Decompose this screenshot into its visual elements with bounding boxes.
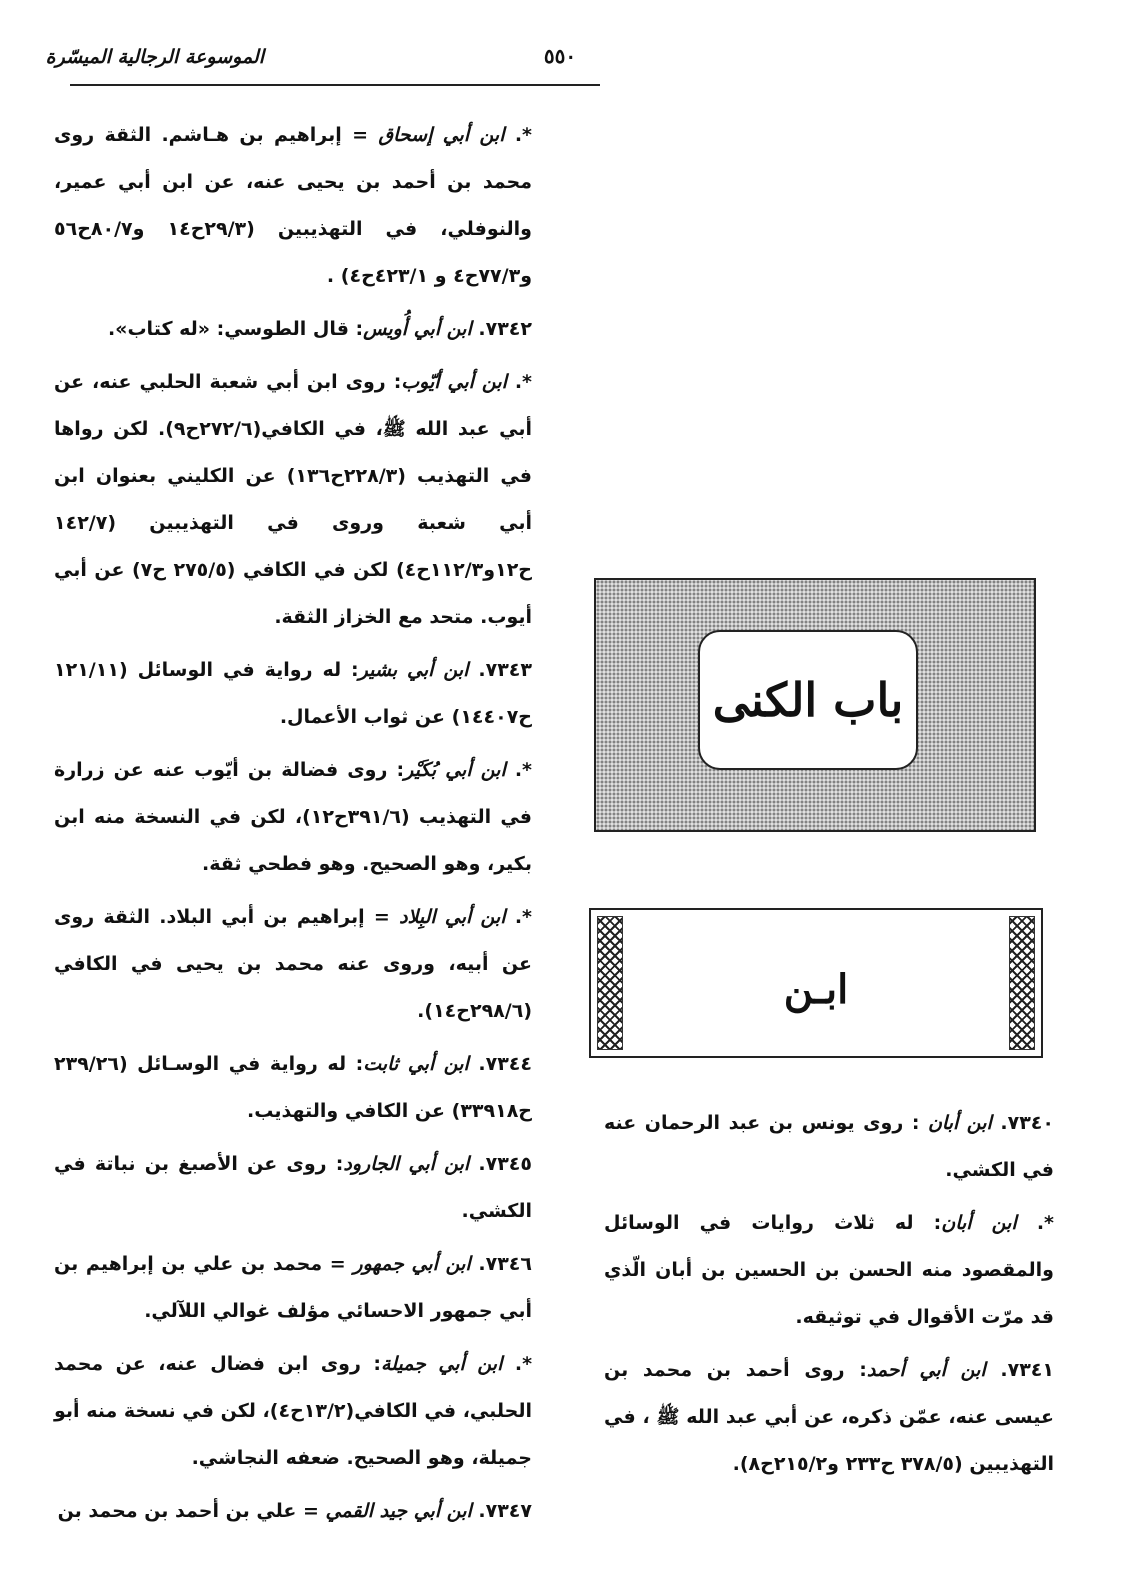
entry — [54, 1141, 532, 1235]
entry — [54, 647, 532, 741]
entry-number: *. — [514, 124, 532, 146]
entry-text: = علي بن أحمد بن محمد بن — [57, 1500, 326, 1522]
entry-text: : روى عن الأصبغ بن نباتة في الكشي. — [54, 1153, 532, 1222]
entry-text: : له رواية في الوسائل (١٢١/١١ ح١٤٤٠٧) عن ثواب الأعمال. — [54, 659, 532, 728]
entry-text: : له ثلاث روايات في الوسائل والمقصود منه الحسن بن الحسين بن أبان الّذي قد مرّت الأقوال في توثيقه. — [604, 1212, 1054, 1328]
entry-number: *. — [514, 906, 532, 928]
entry-name: ابن أبان — [941, 1212, 1017, 1234]
entry — [54, 359, 532, 641]
entry-number: ٧٣٤٦. — [478, 1253, 532, 1275]
entry — [54, 306, 532, 353]
entry-text: : قال الطوسي: «له كتاب». — [107, 318, 364, 340]
page-number: ٥٥٠ — [543, 44, 577, 68]
entry-text: = إبراهيم بن أبي البلاد. الثقة روى عن أبيه، وروى عنه محمد بن يحيى في الكافي (٢٩٨/٦ح١٤). — [54, 906, 532, 1022]
entry-name: ابن أبي البِلاد — [399, 906, 506, 928]
section-title-box — [589, 908, 1043, 1058]
entry-number: ٧٣٤١. — [1000, 1359, 1054, 1381]
entry-number: ٧٣٤٠. — [1000, 1112, 1054, 1134]
entry — [604, 1347, 1054, 1488]
entry-text: : روى فضالة بن أيّوب عنه عن زرارة في التهذيب (٣٩١/٦ح١٢)، لكن في النسخة منه ابن بكير، وهو الصحيح. وهو فطحي ثقة. — [54, 759, 532, 875]
entry-number: ٧٣٤٥. — [478, 1153, 532, 1175]
entry — [604, 1200, 1054, 1341]
entry — [54, 112, 532, 300]
left-column — [604, 1100, 1054, 1494]
entry-name: ابن أبي أُويس — [363, 318, 472, 340]
entry — [54, 1241, 532, 1335]
entry-name: ابن أبي إسحاق — [378, 124, 505, 146]
entry-number: *. — [514, 371, 532, 393]
entry-name: ابن أبي جيد القمي — [325, 1500, 472, 1522]
entry-name: ابن أبي بُكَيْر — [404, 759, 506, 781]
entry-number: *. — [514, 1353, 533, 1375]
entry-text: = محمد بن علي بن إبراهيم بن أبي جمهور الاحسائي مؤلف غوالي اللآلي. — [54, 1253, 532, 1322]
entry — [54, 894, 532, 1035]
entry-number: *. — [514, 759, 532, 781]
chapter-title-box — [594, 578, 1036, 832]
entry — [54, 747, 532, 888]
entry-name: ابن أبي أيّوب — [401, 371, 507, 393]
chapter-title-panel — [698, 630, 918, 770]
entry-number: ٧٣٤٤. — [478, 1053, 532, 1075]
entry-number: ٧٣٤٧. — [478, 1500, 532, 1522]
entry-name: ابن أبان — [927, 1112, 992, 1134]
entry — [54, 1341, 532, 1482]
entry — [54, 1041, 532, 1135]
entry-name: ابن أبي الجارود — [343, 1153, 470, 1175]
entry — [54, 1488, 532, 1535]
entry-text: : روى يونس بن عبد الرحمان عنه في الكشي. — [604, 1112, 1054, 1181]
entry-name: ابن أبي ثابت — [363, 1053, 469, 1075]
header-rule — [70, 84, 600, 86]
chapter-title: باب الكنى — [712, 673, 904, 727]
entry-text: : روى أحمد بن محمد بن عيسى عنه، عمّن ذكره، عن أبي عبد الله ﷺ ، في التهذيبين (٣٧٨/٥ ح٢٣٣ و٢١٥/٢ح٨). — [604, 1359, 1054, 1475]
entry-number: *. — [1036, 1212, 1054, 1234]
entry-text: : له رواية في الوسـائل (٢٣٩/٢٦ ح٣٣٩١٨) عن الكافي والتهذيب. — [54, 1053, 532, 1122]
entry-number: ٧٣٤٢. — [478, 318, 532, 340]
section-title: ابـن — [783, 966, 849, 1013]
entry-number: ٧٣٤٣. — [478, 659, 532, 681]
entry-text: : روى ابن أبي شعبة الحلبي عنه، عن أبي عبد الله ﷺ، في الكافي(٢٧٢/٦ح٩). لكن رواها في التهذيب (٢٢٨/٣ح١٣٦) عن الكليني بعنوان ابن أبي شعبة وروى في التهذيبين (١٤٢/٧ ح١٢و١١٢/٣ح٤) لكن في الكافي (٢٧٥/٥ ح٧) عن أبي أيوب. متحد مع الخزاز الثقة. — [54, 371, 532, 628]
entry-name: ابن أبي جميلة — [380, 1353, 503, 1375]
right-column — [54, 112, 532, 1541]
entry — [604, 1100, 1054, 1194]
entry-name: ابن أبي جمهور — [353, 1253, 471, 1275]
entry-name: ابن أبي أحمد — [866, 1359, 986, 1381]
entry-name: ابن أبي بشير — [358, 659, 469, 681]
entry-text: = إبراهيم بن هـاشم. الثقة روى محمد بن أحمد بن يحيى عنه، عن ابن أبي عمير، والنوفلي، في التهذيبين (٢٩/٣ح١٤ و٨٠/٧ح٥٦ و٧٧/٣ح٤ و ٤٢٣/١ح٤) . — [54, 124, 532, 287]
entry-text: : روى ابن فضال عنه، عن محمد الحلبي، في الكافي(١٣/٢ح٤)، لكن في نسخة منه أبو جميلة، وهو الصحيح. ضعفه النجاشي. — [54, 1353, 532, 1469]
running-header-title: الموسوعة الرجالية الميسّرة — [45, 46, 264, 68]
